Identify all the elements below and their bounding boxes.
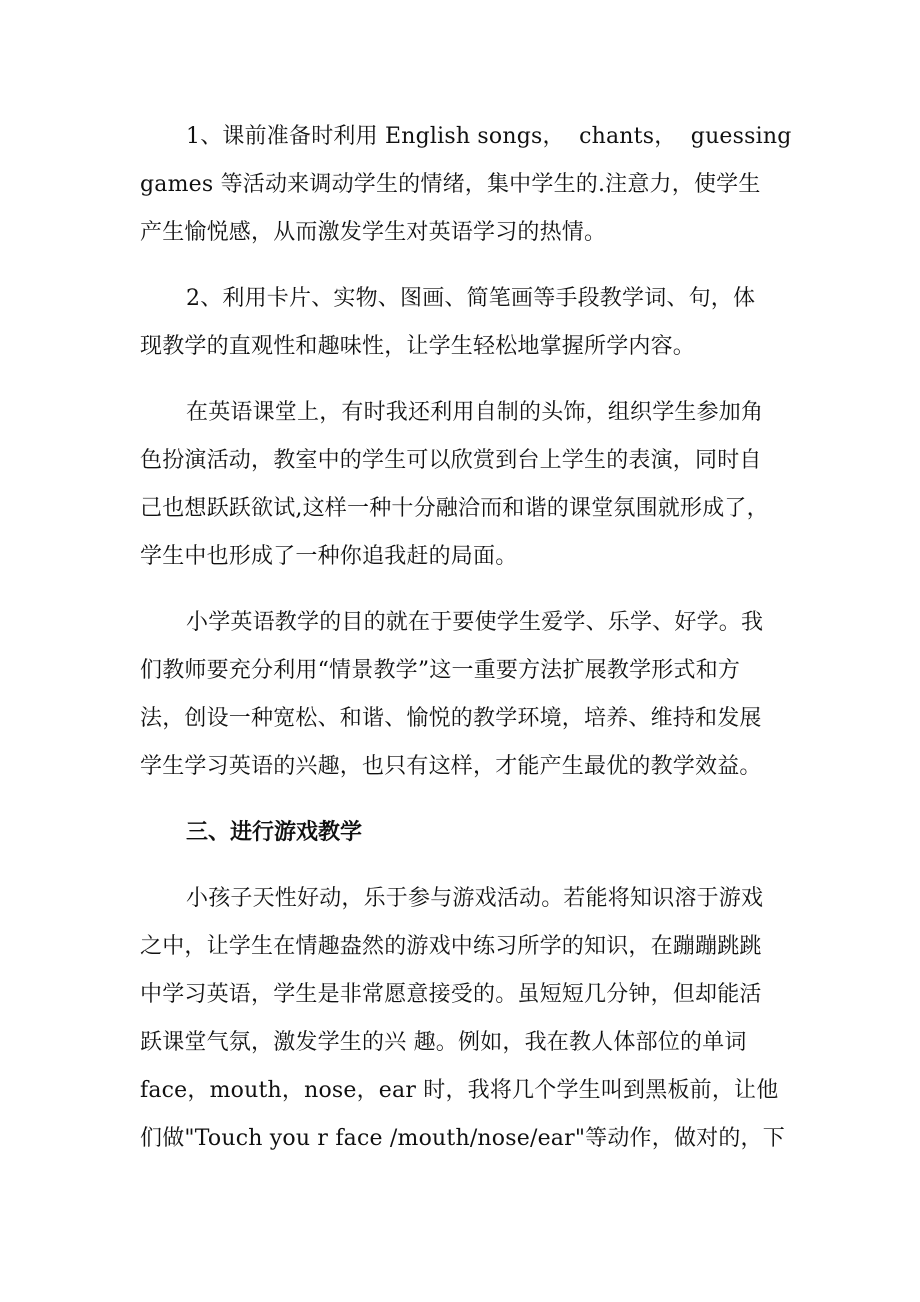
paragraph-5-line-6: 们做"Touch you r face /mouth/nose/ear"等动作，做对的，下 bbox=[140, 1126, 785, 1151]
paragraph-2-line-2: 现教学的直观性和趣味性，让学生轻松地掌握所学内容。 bbox=[140, 334, 696, 359]
paragraph-5-line-2: 之中，让学生在情趣盎然的游戏中练习所学的知识，在蹦蹦跳跳 bbox=[140, 934, 762, 959]
paragraph-3-line-2: 色扮演活动，教室中的学生可以欣赏到台上学生的表演，同时自 bbox=[140, 448, 762, 473]
paragraph-4-line-3: 法，创设一种宽松、和谐、愉悦的教学环境，培养、维持和发展 bbox=[140, 706, 762, 731]
paragraph-4-line-1: 小学英语教学的目的就在于要使学生爱学、乐学、好学。我 bbox=[186, 610, 764, 635]
paragraph-3-line-4: 学生中也形成了一种你追我赶的局面。 bbox=[140, 544, 518, 569]
paragraph-5-line-5: face，mouth，nose，ear 时，我将几个学生叫到黑板前，让他 bbox=[140, 1078, 779, 1103]
section-heading: 三、进行游戏教学 bbox=[186, 820, 363, 845]
paragraph-3-line-1: 在英语课堂上，有时我还利用自制的头饰，组织学生参加角 bbox=[186, 400, 764, 425]
paragraph-2-line-1: 2、利用卡片、实物、图画、简笔画等手段教学词、句，体 bbox=[186, 286, 756, 311]
paragraph-4-line-4: 学生学习英语的兴趣，也只有这样，才能产生最优的教学效益。 bbox=[140, 754, 762, 779]
paragraph-5-line-4: 跃课堂气氛，激发学生的兴 趣。例如，我在教人体部位的单词 bbox=[140, 1030, 747, 1055]
paragraph-1-line-2: games 等活动来调动学生的情绪，集中学生的.注意力，使学生 bbox=[140, 172, 761, 197]
paragraph-3-line-3: 己也想跃跃欲试,这样一种十分融洽而和谐的课堂氛围就形成了， bbox=[140, 496, 769, 521]
paragraph-1-line-3: 产生愉悦感，从而激发学生对英语学习的热情。 bbox=[140, 220, 607, 245]
paragraph-5-line-1: 小孩子天性好动，乐于参与游戏活动。若能将知识溶于游戏 bbox=[186, 886, 764, 911]
paragraph-4-line-2: 们教师要充分利用“情景教学”这一重要方法扩展教学形式和方 bbox=[140, 658, 741, 683]
paragraph-1-line-1: 1、课前准备时利用 English songs， chants， guessing bbox=[186, 124, 792, 149]
paragraph-5-line-3: 中学习英语，学生是非常愿意接受的。虽短短几分钟，但却能活 bbox=[140, 982, 762, 1007]
